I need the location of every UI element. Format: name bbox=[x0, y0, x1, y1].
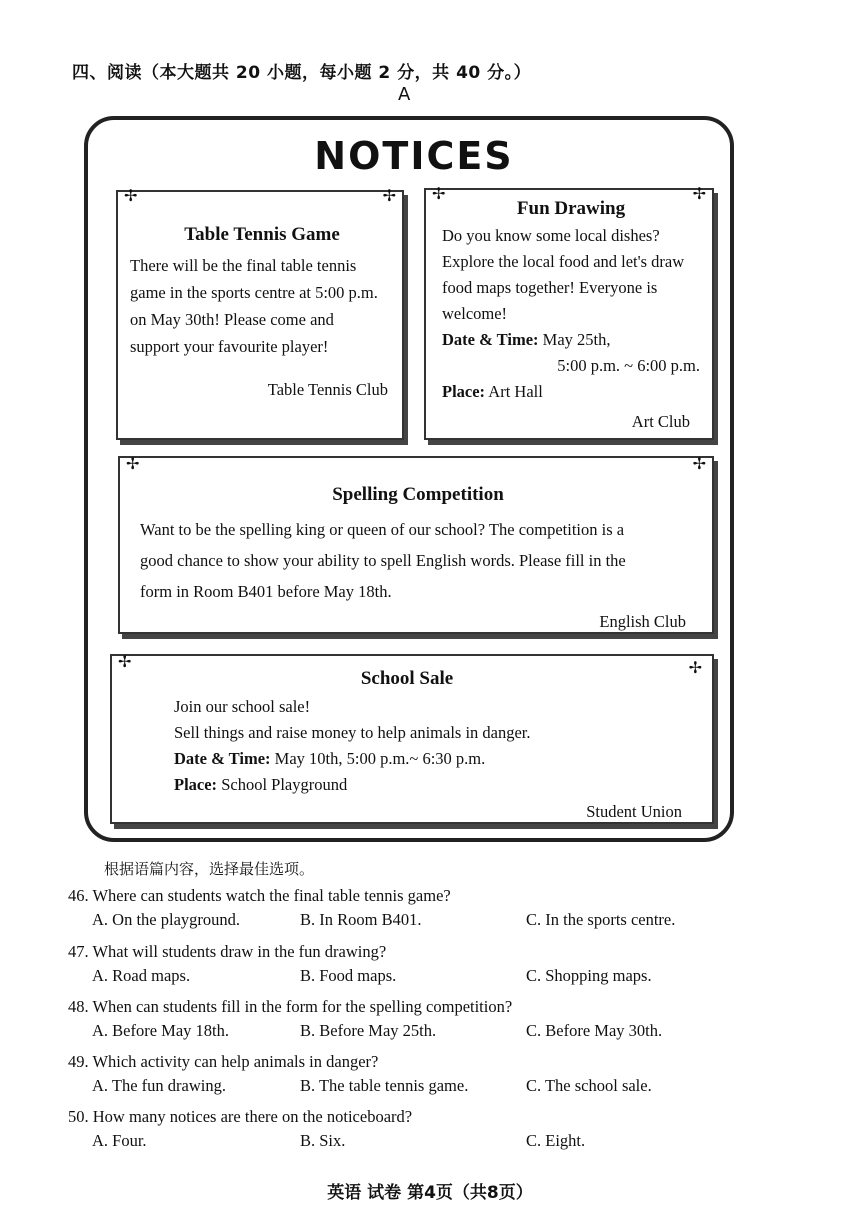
place-value: School Playground bbox=[221, 775, 348, 794]
page-footer: 英语 试卷 第4页（共8页） bbox=[327, 1183, 533, 1203]
question-stem: 47. What will students draw in the fun drawing? bbox=[68, 942, 387, 961]
notice-line: welcome! bbox=[442, 304, 508, 323]
question-options bbox=[68, 1131, 828, 1159]
question bbox=[68, 1107, 828, 1162]
date-value: May 10th, 5:00 p.m.~ 6:30 p.m. bbox=[274, 749, 486, 768]
question-options bbox=[68, 1021, 828, 1049]
notice-body bbox=[130, 252, 400, 360]
notice-signature: English Club bbox=[599, 612, 686, 631]
notice-table-tennis bbox=[116, 186, 404, 440]
notice-title: Fun Drawing bbox=[516, 198, 626, 219]
notice-line: food maps together! Everyone is bbox=[442, 278, 658, 297]
pin-icon: ✢ bbox=[692, 454, 706, 473]
notice-line: form in Room B401 before May 18th. bbox=[140, 582, 392, 601]
question bbox=[68, 942, 828, 997]
notice-body bbox=[174, 694, 694, 798]
option-a[interactable]: A. Four. bbox=[92, 1131, 147, 1150]
option-c[interactable]: C. Before May 30th. bbox=[526, 1021, 663, 1040]
pin-icon: ✢ bbox=[432, 184, 446, 203]
date-value: May 25th, bbox=[542, 330, 611, 349]
notice-signature: Student Union bbox=[586, 802, 682, 821]
question-list bbox=[68, 886, 828, 1162]
option-c[interactable]: C. In the sports centre. bbox=[526, 910, 676, 929]
option-c[interactable]: C. Shopping maps. bbox=[526, 966, 652, 985]
option-b[interactable]: B. In Room B401. bbox=[300, 910, 422, 929]
pin-icon: ✢ bbox=[688, 658, 702, 677]
question-stem: 49. Which activity can help animals in danger? bbox=[68, 1052, 379, 1071]
notice-time: 5:00 p.m. ~ 6:00 p.m. bbox=[557, 356, 700, 375]
option-a[interactable]: A. On the playground. bbox=[92, 910, 241, 929]
pin-icon: ✢ bbox=[692, 184, 706, 203]
option-a[interactable]: A. Road maps. bbox=[92, 966, 191, 985]
notice-body bbox=[140, 514, 710, 607]
instruction: 根据语篇内容，选择最佳选项。 bbox=[104, 860, 315, 878]
date-label: Date & Time: bbox=[442, 330, 539, 349]
option-b[interactable]: B. The table tennis game. bbox=[300, 1076, 469, 1095]
question bbox=[68, 886, 828, 942]
notice-fun-drawing bbox=[424, 184, 714, 440]
question bbox=[68, 997, 828, 1052]
option-a[interactable]: A. Before May 18th. bbox=[92, 1021, 230, 1040]
place-label: Place: bbox=[174, 775, 218, 794]
notice-spelling bbox=[118, 456, 714, 634]
notice-line: Join our school sale! bbox=[174, 697, 311, 716]
notice-date bbox=[174, 746, 694, 772]
notice-signature: Art Club bbox=[631, 412, 690, 431]
notice-line: on May 30th! Please come and bbox=[130, 310, 334, 329]
notice-line: good chance to show your ability to spell English words. Please fill in the bbox=[140, 551, 626, 570]
option-c[interactable]: C. The school sale. bbox=[526, 1076, 652, 1095]
question bbox=[68, 1052, 828, 1107]
option-b[interactable]: B. Six. bbox=[300, 1131, 346, 1150]
date-label: Date & Time: bbox=[174, 749, 271, 768]
question-stem: 50. How many notices are there on the noticeboard? bbox=[68, 1107, 413, 1126]
place-label: Place: bbox=[442, 382, 486, 401]
option-b[interactable]: B. Food maps. bbox=[300, 966, 397, 985]
notice-body bbox=[442, 223, 714, 405]
notice-place bbox=[442, 379, 714, 405]
question-options bbox=[68, 966, 828, 994]
notice-line: support your favourite player! bbox=[130, 337, 329, 356]
place-value: Art Hall bbox=[488, 382, 543, 401]
notice-signature: Table Tennis Club bbox=[267, 380, 388, 399]
option-c[interactable]: C. Eight. bbox=[526, 1131, 586, 1150]
board-title: NOTICES bbox=[314, 134, 514, 178]
notice-line: There will be the final table tennis bbox=[130, 256, 357, 275]
notice-school-sale bbox=[110, 654, 714, 824]
notice-line: Want to be the spelling king or queen of our school? The competition is a bbox=[140, 520, 625, 539]
notice-title: Spelling Competition bbox=[332, 484, 504, 505]
notice-line: Do you know some local dishes? bbox=[442, 226, 660, 245]
pin-icon: ✢ bbox=[118, 652, 132, 671]
passage-marker: A bbox=[398, 84, 411, 105]
option-a[interactable]: A. The fun drawing. bbox=[92, 1076, 226, 1095]
question-options bbox=[68, 1076, 828, 1104]
notice-date bbox=[442, 327, 714, 353]
notice-title: Table Tennis Game bbox=[184, 224, 340, 245]
notice-place bbox=[174, 772, 694, 798]
pin-icon: ✢ bbox=[382, 186, 396, 205]
section-heading: 四、阅读（本大题共 20 小题，每小题 2 分，共 40 分。） bbox=[72, 63, 532, 83]
notice-line: game in the sports centre at 5:00 p.m. bbox=[130, 283, 378, 302]
question-options bbox=[68, 910, 828, 938]
notice-title: School Sale bbox=[360, 668, 454, 689]
question-stem: 48. When can students fill in the form for the spelling competition? bbox=[68, 997, 513, 1016]
notice-line: Explore the local food and let's draw bbox=[442, 252, 685, 271]
option-b[interactable]: B. Before May 25th. bbox=[300, 1021, 437, 1040]
pin-icon: ✢ bbox=[124, 186, 138, 205]
notice-line: Sell things and raise money to help animals in danger. bbox=[174, 723, 531, 742]
question-stem: 46. Where can students watch the final table tennis game? bbox=[68, 886, 451, 905]
pin-icon: ✢ bbox=[126, 454, 140, 473]
